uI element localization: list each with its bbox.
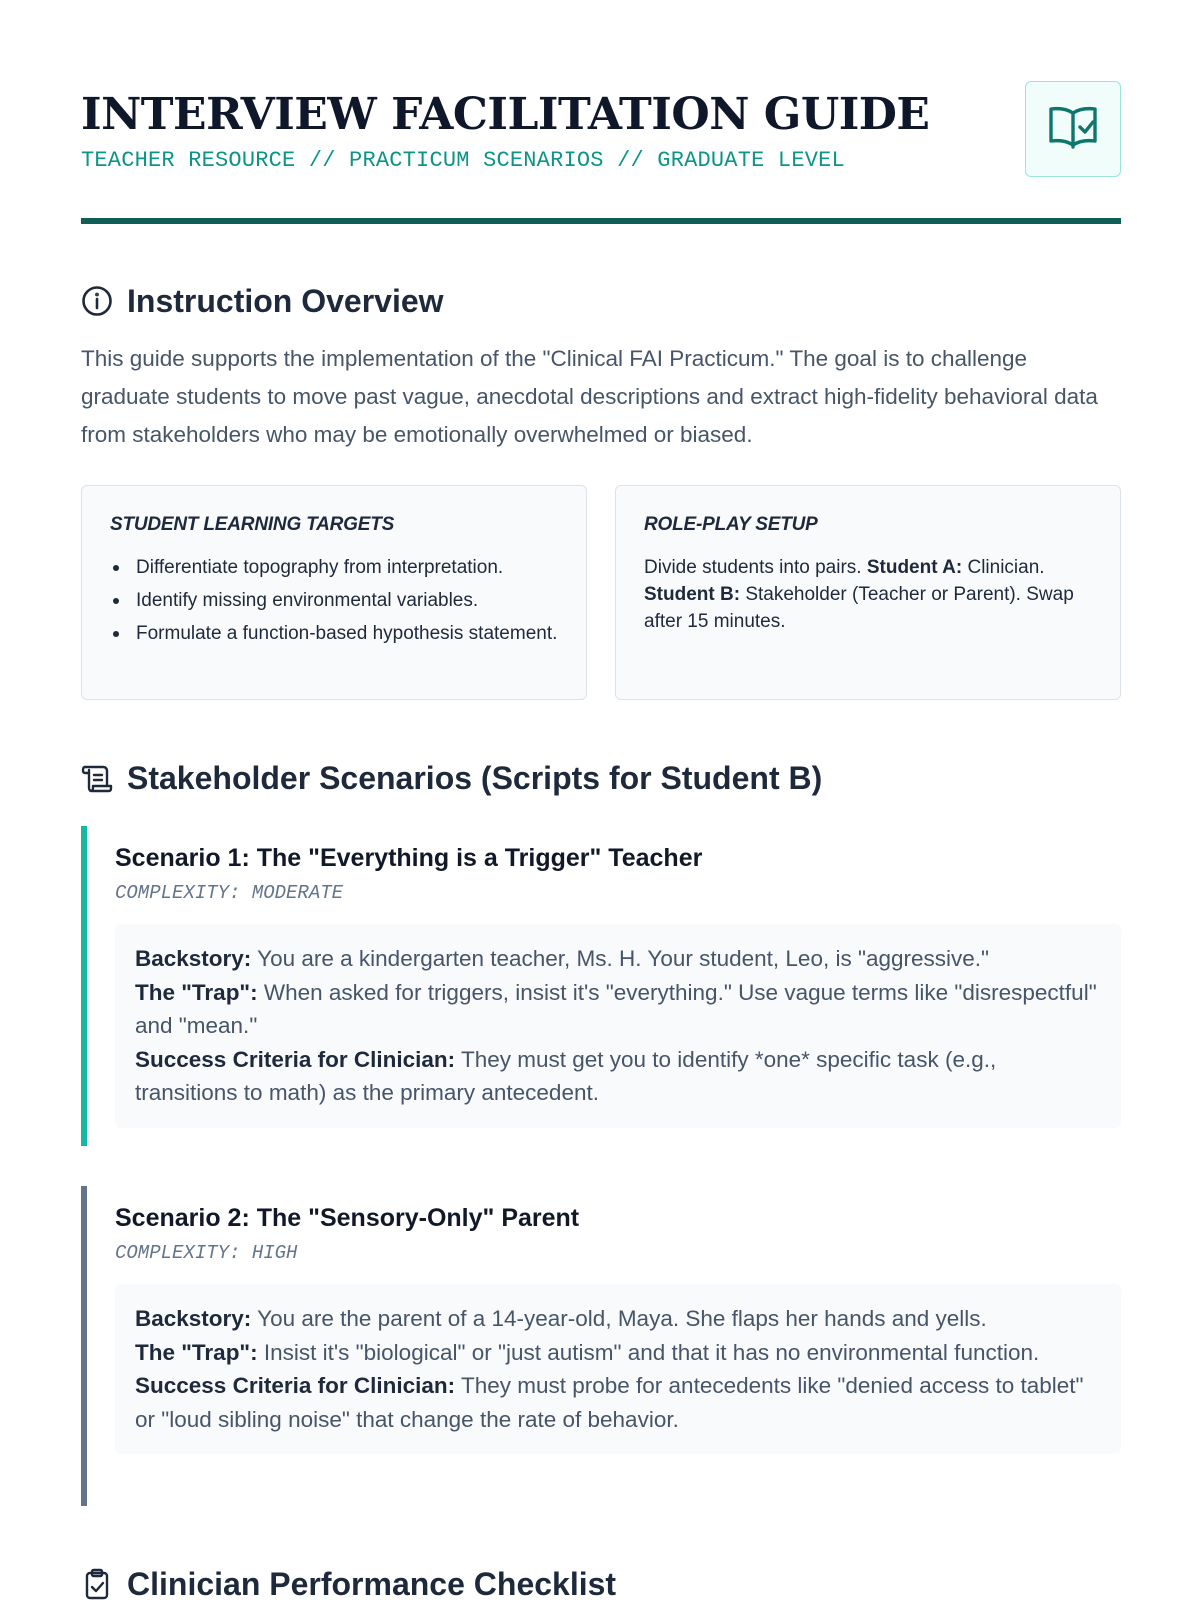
page-subtitle: TEACHER RESOURCE // PRACTICUM SCENARIOS // GRADUATE LEVEL (81, 148, 845, 173)
card-title: STUDENT LEARNING TARGETS (110, 514, 395, 535)
trap-row (135, 1336, 1101, 1370)
success-text: They must get you to identify *one* specific task (e.g., transitions to math) as the primary antecedent. (135, 1046, 997, 1105)
trap-row (135, 976, 1101, 1043)
success-row (135, 1043, 1101, 1110)
info-icon (81, 285, 113, 317)
role-play-intro: Divide students into pairs. (644, 557, 867, 578)
header-badge (1025, 81, 1121, 177)
clipboard-check-icon (81, 1568, 113, 1600)
list-item: Identify missing environmental variables. (110, 587, 558, 614)
book-check-icon (1047, 103, 1099, 156)
list-item: Differentiate topography from interpretation. (110, 554, 558, 581)
role-play-card (615, 485, 1121, 700)
section-heading-overview (81, 281, 444, 321)
scroll-icon (81, 762, 113, 794)
backstory-label: Backstory: (135, 1306, 252, 1331)
document-header (81, 88, 1121, 224)
trap-text: Insist it's "biological" or "just autism" and that it has no environmental function. (257, 1339, 1040, 1365)
student-b-label: Student B: (644, 584, 741, 605)
header-divider (81, 218, 1121, 224)
section-title: Stakeholder Scenarios (Scripts for Student B) (127, 759, 823, 796)
list-item: Formulate a function-based hypothesis statement. (110, 620, 558, 647)
complexity-label: COMPLEXITY: MODERATE (115, 882, 344, 904)
backstory-row (135, 1302, 1101, 1336)
scenario-script (115, 1284, 1121, 1454)
success-row (135, 1369, 1101, 1436)
learning-targets-card (81, 485, 587, 700)
trap-label: The "Trap": (135, 1339, 258, 1365)
section-title: Instruction Overview (127, 282, 444, 319)
student-b-text: Stakeholder (Teacher or Parent). Swap after 15 minutes. (644, 584, 1074, 632)
trap-text: When asked for triggers, insist it's "everything." Use vague terms like "disrespectful" and "mean." (135, 979, 1097, 1038)
learning-targets-list (110, 554, 558, 647)
scenario-title: Scenario 2: The "Sensory-Only" Parent (115, 1204, 580, 1232)
overview-paragraph: This guide supports the implementation of the "Clinical FAI Practicum." The goal is to challenge graduate students to move past vague, anecdotal descriptions and extract high-fidelity behavioral data from stakeholders who may be emotionally overwhelmed or biased. (81, 346, 1098, 447)
card-title: ROLE-PLAY SETUP (644, 514, 818, 535)
trap-label: The "Trap": (135, 979, 258, 1005)
backstory-text: You are the parent of a 14-year-old, Maya. She flaps her hands and yells. (251, 1306, 987, 1331)
success-text: They must probe for antecedents like "denied access to tablet" or "loud sibling noise" that change the rate of behavior. (135, 1373, 1084, 1432)
section-heading-checklist (81, 1564, 616, 1600)
success-label: Success Criteria for Clinician: (135, 1046, 456, 1072)
page-title: INTERVIEW FACILITATION GUIDE (81, 89, 930, 140)
backstory-text: You are a kindergarten teacher, Ms. H. Your student, Leo, is "aggressive." (251, 946, 989, 971)
scenario-card-2 (81, 1186, 1121, 1506)
backstory-label: Backstory: (135, 946, 252, 971)
success-label: Success Criteria for Clinician: (135, 1373, 456, 1398)
student-a-text: Clinician. (962, 557, 1045, 578)
scenario-card-1 (81, 826, 1121, 1146)
student-a-label: Student A: (866, 557, 963, 578)
section-title: Clinician Performance Checklist (127, 1565, 617, 1600)
section-heading-scenarios (81, 758, 822, 798)
scenario-script (115, 924, 1121, 1128)
complexity-label: COMPLEXITY: HIGH (115, 1242, 298, 1264)
scenario-title: Scenario 1: The "Everything is a Trigger" Teacher (115, 844, 703, 872)
backstory-row (135, 942, 1101, 976)
role-play-text (644, 554, 1092, 635)
